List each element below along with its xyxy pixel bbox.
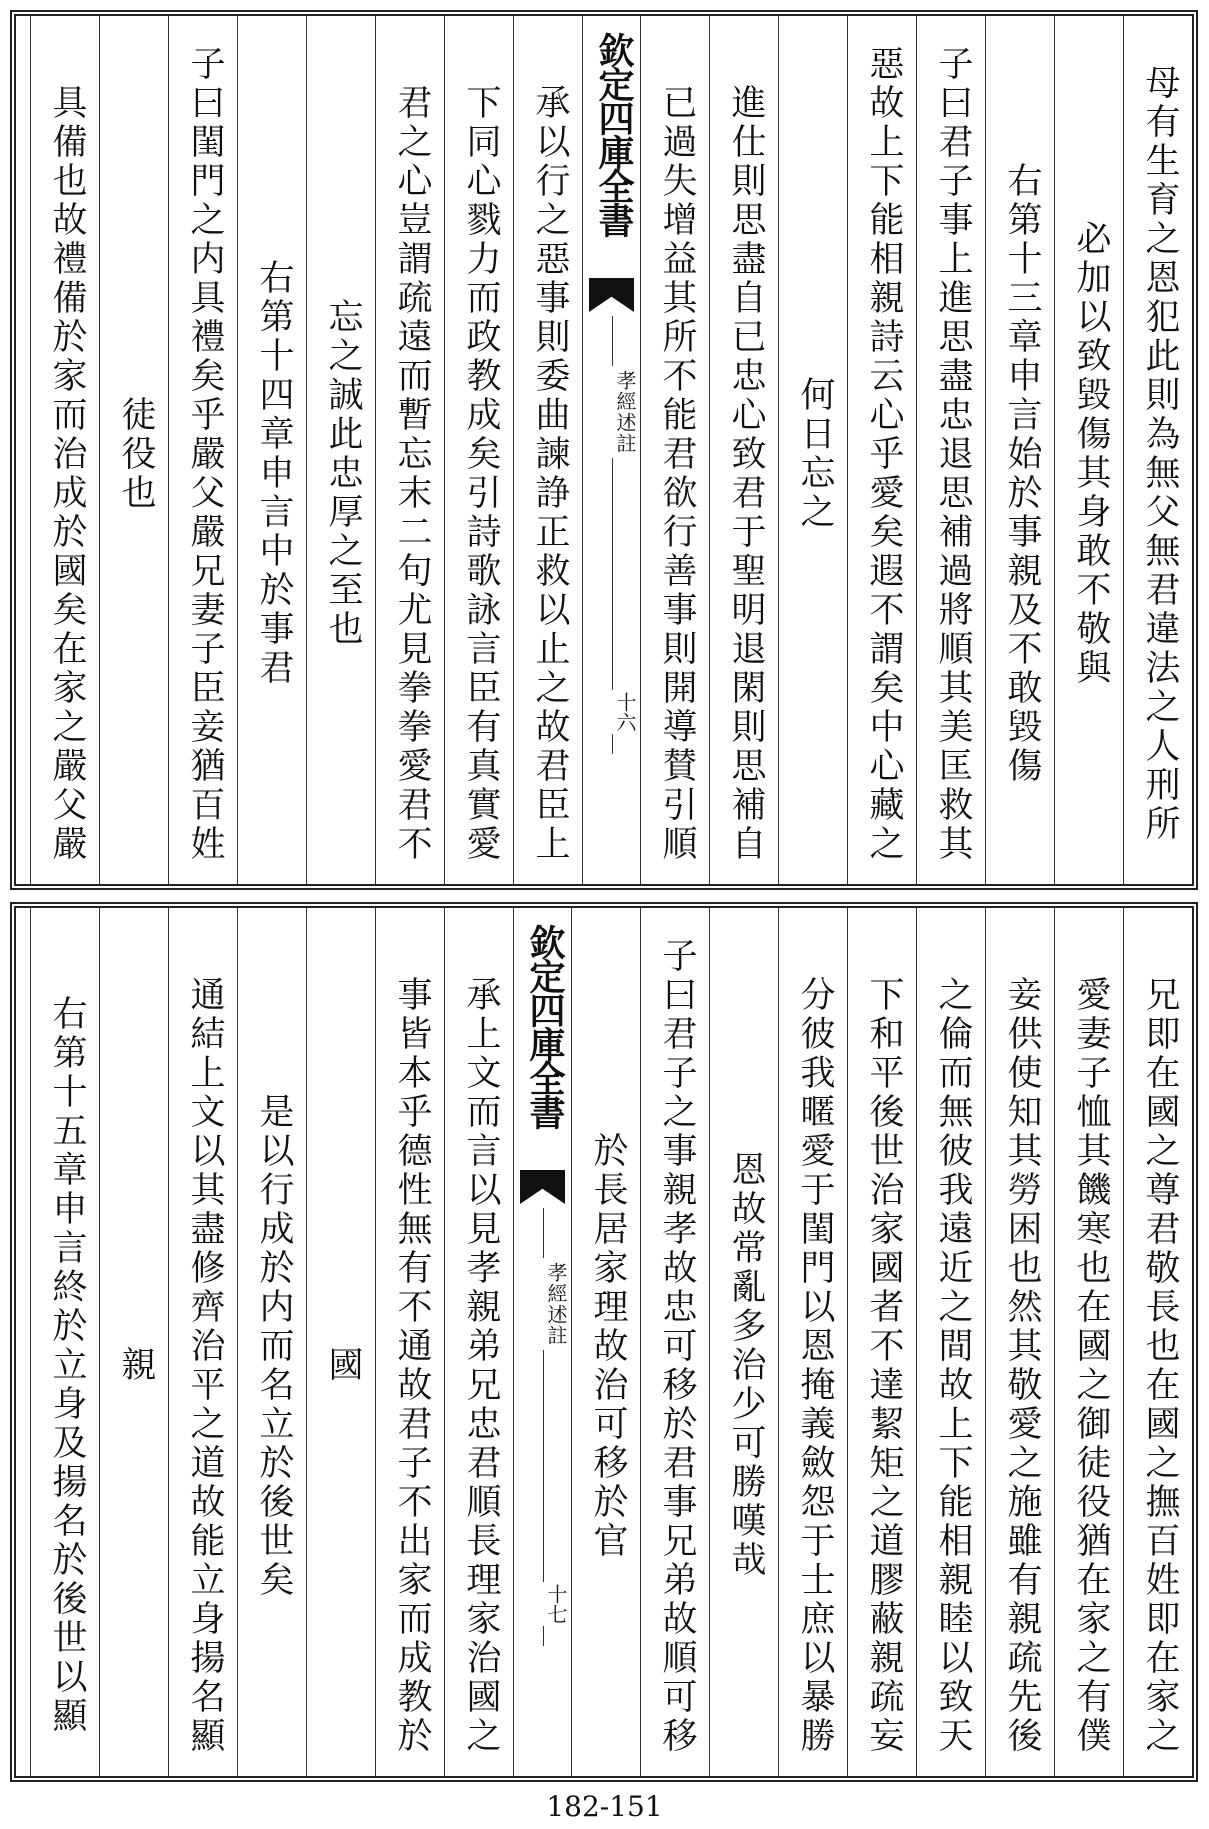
- column-text: 君之心豈謂疏遠而暫忘末二句尤見拳拳愛君不: [392, 44, 432, 864]
- column-text: 下同心戮力而政教成矣引詩歌詠言臣有真實愛: [461, 44, 501, 864]
- column-text: 事皆本乎德性無有不通故君子不出家而成教於: [392, 936, 432, 1756]
- column: [985, 16, 1054, 884]
- column-text: 分彼我暱愛于閨門以恩掩義斂怨于士庶以暴勝: [795, 936, 835, 1756]
- banner-title: 欽定四庫全書: [524, 924, 566, 1128]
- column-text: 右第十四章申言中於事君: [254, 220, 294, 688]
- column: [709, 16, 778, 884]
- column-text: 下和平後世治家國者不達絜矩之道膠蔽親疏妄: [864, 936, 904, 1756]
- column: [30, 908, 99, 1776]
- fish-tail-mark: [589, 278, 634, 312]
- bottom-page-frame: [10, 902, 1198, 1782]
- column-text: 必加以致毀傷其身敢不敬與: [1071, 220, 1111, 688]
- banner-book-title: 孝經述註: [514, 1258, 571, 1350]
- column-text: 何日忘之: [795, 376, 835, 532]
- column: [99, 16, 168, 884]
- column-text: 進仕則思盡自已忠心致君于聖明退閑則思補自: [726, 44, 766, 864]
- column-text: 母有生育之恩犯此則為無父無君違法之人刑所: [1140, 64, 1180, 844]
- column-text: 兄即在國之尊君敬長也在國之撫百姓即在家之: [1140, 936, 1180, 1756]
- column: [985, 908, 1054, 1776]
- top-page-frame: [10, 10, 1198, 890]
- column-text: 承上文而言以見孝親弟兄忠君順長理家治國之: [461, 936, 501, 1756]
- column: [571, 908, 640, 1776]
- column: [237, 16, 306, 884]
- column: [640, 908, 709, 1776]
- banner-book-title: 孝經述註: [583, 366, 640, 458]
- column-text: 子曰閨門之内具禮矣乎嚴父嚴兄妻子臣妾猶百姓: [185, 44, 225, 864]
- column: [30, 16, 99, 884]
- column: [778, 16, 847, 884]
- column-text: 已過失增益其所不能君欲行善事則開導賛引順: [657, 44, 697, 864]
- center-banner: [513, 908, 571, 1776]
- column: [709, 908, 778, 1776]
- column: [1054, 908, 1123, 1776]
- column-text: 妾供使知其勞困也然其敬愛之施雖有親疏先後: [1002, 936, 1042, 1756]
- column-text: 之倫而無彼我遠近之間故上下能相親睦以致天: [933, 936, 973, 1756]
- column: [306, 908, 375, 1776]
- fish-tail-mark: [520, 1170, 565, 1204]
- column-text: 國: [323, 1307, 363, 1385]
- column-text: 惡故上下能相親詩云心乎愛矣遐不謂矣中心藏之: [864, 44, 904, 864]
- column: [847, 908, 916, 1776]
- column-text: 右第十五章申言終於立身及揚名於後世以顯: [47, 956, 87, 1736]
- column: [916, 16, 985, 884]
- column-text: 忘之誠此忠厚之至也: [323, 259, 363, 649]
- center-banner: [582, 16, 640, 884]
- column: [847, 16, 916, 884]
- column: [1123, 16, 1192, 884]
- column-text: 恩故常亂多治少可勝嘆哉: [726, 1112, 766, 1580]
- folio-number: 十七: [514, 1582, 571, 1626]
- page-footer-number: 182-151: [546, 1790, 663, 1823]
- column: [916, 908, 985, 1776]
- column: [99, 908, 168, 1776]
- column: [168, 16, 237, 884]
- column-text: 徒役也: [116, 395, 156, 513]
- column-text: 愛妻子恤其饑寒也在國之御徒役猶在家之有僕: [1071, 936, 1111, 1756]
- column-text: 承以行之惡事則委曲諫諍正救以止之故君臣上: [530, 44, 570, 864]
- column-text: 子曰君子事上進思盡忠退思補過將順其美匡救其: [933, 44, 973, 864]
- column: [444, 16, 513, 884]
- column-text: 子曰君子之事親孝故忠可移於君事兄弟故順可移: [657, 936, 697, 1756]
- column-text: 通結上文以其盡修齊治平之道故能立身揚名顯: [185, 936, 225, 1756]
- column-text: 是以行成於内而名立於後世矣: [254, 1092, 294, 1600]
- column: [778, 908, 847, 1776]
- column: [375, 908, 444, 1776]
- folio-number: 十六: [583, 690, 640, 734]
- column-text: 於長居家理故治可移於官: [588, 1131, 628, 1561]
- column: [306, 16, 375, 884]
- column: [444, 908, 513, 1776]
- column-text: 親: [116, 1307, 156, 1385]
- column: [168, 908, 237, 1776]
- banner-title: 欽定四庫全書: [593, 32, 635, 236]
- column-text: 右第十三章申言始於事親及不敢毀傷: [1002, 122, 1042, 786]
- column: [375, 16, 444, 884]
- column: [640, 16, 709, 884]
- column-text: 具備也故禮備於家而治成於國矣在家之嚴父嚴: [47, 44, 87, 864]
- column: [1054, 16, 1123, 884]
- column: [513, 16, 582, 884]
- column: [237, 908, 306, 1776]
- column: [1123, 908, 1192, 1776]
